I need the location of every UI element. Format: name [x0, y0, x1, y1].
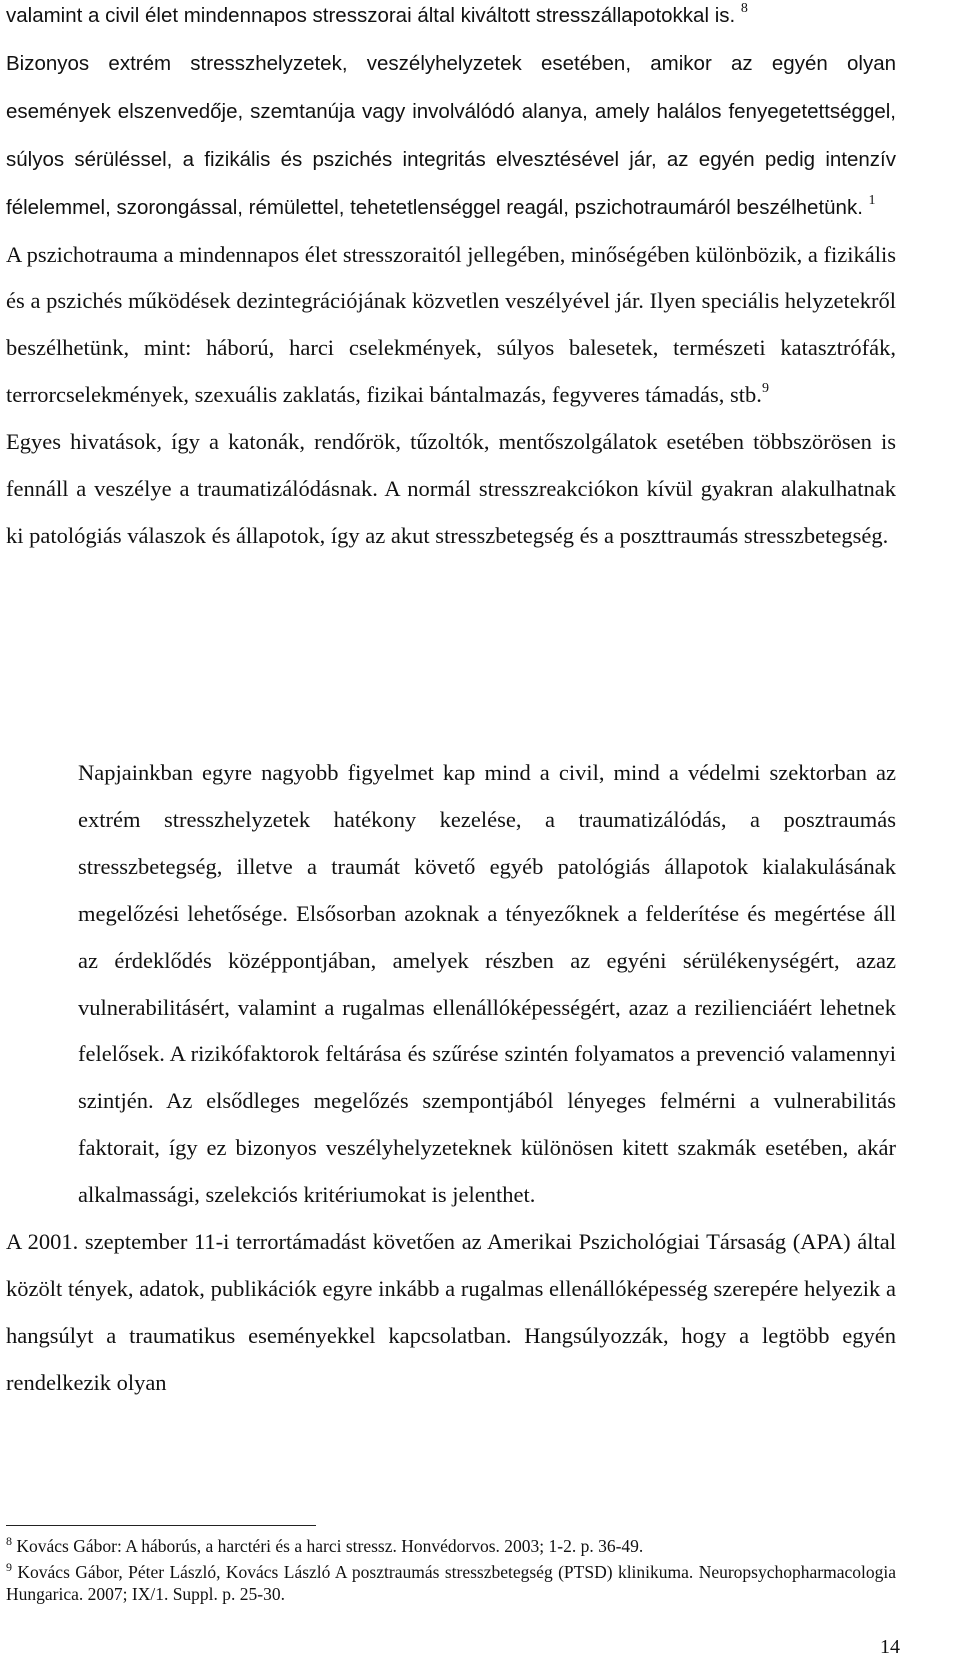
footnotes	[6, 1535, 896, 1609]
footnote-ref-8: 8	[740, 1, 748, 16]
page-number: 14	[880, 1636, 900, 1658]
footnote-number: 8	[6, 1534, 12, 1548]
definition-text: Bizonyos extrém stresszhelyzetek, veszélyhelyzetek esetében, amikor az egyén olyan események elszenvedője, szemtanúja vagy involválódó alanya, amely halálos fenyegetettséggel, súlyos sérüléssel, a fizikális és pszichés integritás elvesztésével jár, az egyén pedig intenzív félelemmel, szorongással, rémülettel, tehetetlenséggel reagál, pszichotraumáról beszélhetünk.	[6, 51, 896, 219]
paragraph-1	[6, 0, 896, 560]
apa-text: A 2001. szeptember 11-i terrortámadást követően az Amerikai Pszichológiai Társaság (APA) által közölt tények, adatok, publikációk egyre inkább a rugalmas ellenállóképesség szerepére helyezik a hangsúlyt a traumatikus eseményekkel kapcsolatban. Hangsúlyozzák, hogy a legtöbb egyén rendelkezik olyan	[6, 1229, 896, 1395]
footnote-number: 9	[6, 1560, 12, 1574]
footnote-text: Kovács Gábor, Péter László, Kovács László A posztraumás stresszbetegség (PTSD) klinikuma. Neuropsychopharmacologia Hungarica. 2007; IX/1. Suppl. p. 25-30.	[6, 1562, 896, 1604]
paragraph-2	[6, 750, 896, 1407]
footnote-ref-9: 9	[761, 381, 769, 397]
footnote-8	[6, 1535, 896, 1557]
footnote-9	[6, 1561, 896, 1605]
pszichotrauma-definition	[6, 40, 896, 232]
footnote-ref-1: 1	[868, 192, 876, 208]
characteristics-text: A pszichotrauma a mindennapos élet stresszoraitól jellegében, minőségében különbözik, a fizikális és a pszichés működések dezintegrációjának közvetlen veszélyével jár. Ilyen speciális helyzetekről beszélhetünk, mint: háború, harci cselekmények, súlyos balesetek, természeti katasztrófák, terrorcselekmények, szexuális zaklatás, fizikai bántalmazás, fegyveres támadás, stb.	[6, 241, 896, 408]
professions-risk: Egyes hivatások, így a katonák, rendőrök, tűzoltók, mentőszolgálatok esetében többszörösen is fennáll a veszélye a traumatizálódásnak. A normál stresszreakciókon kívül gyakran alakulhatnak ki patológiás válaszok és állapotok, így az akut stresszbetegség és a poszttraumás stresszbetegség.	[6, 429, 896, 548]
intro-sentence	[6, 0, 896, 40]
intro-text: valamint a civil élet mindennapos stresszorai által kiváltott stresszállapotokkal is.	[6, 4, 736, 27]
footnote-separator	[6, 1525, 316, 1526]
footnote-text: Kovács Gábor: A háborús, a harctéri és a harci stressz. Honvédorvos. 2003; 1-2. p. 36-49.	[16, 1536, 644, 1556]
prevention-text: Napjainkban egyre nagyobb figyelmet kap mind a civil, mind a védelmi szektorban az extrém stresszhelyzetek hatékony kezelése, a traumatizálódás, a posztraumás stresszbetegség, illetve a traumát követő egyéb patológiás állapotok kialakulásának megelőzési lehetősége. Elsősorban azoknak a tényezőknek a felderítése és megértése áll az érdeklődés középpontjában, amelyek részben az egyéni sérülékenységért, azaz vulnerabilitásért, valamint a rugalmas ellenállóképességért, azaz a rezilienciáért lehetnek felelősek. A rizikófaktorok feltárása és szűrése szintén folyamatos a prevenció valamennyi szintjén. Az elsődleges megelőzés szempontjából lényeges felmérni a vulnerabilitás faktorait, így ez bizonyos veszélyhelyzeteknek különösen kitett szakmák esetében, akár alkalmassági, szelekciós kritériumokat is jelenthet.	[78, 760, 896, 1208]
pszichotrauma-characteristics	[6, 232, 896, 420]
